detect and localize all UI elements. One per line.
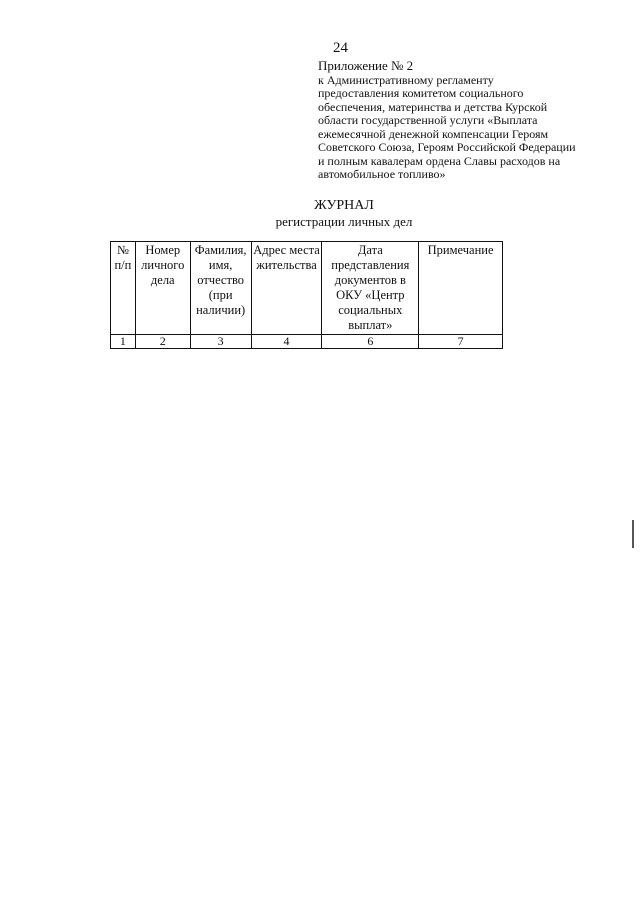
- column-header-note: Примечание: [419, 242, 503, 335]
- table-numbering-row: [111, 335, 503, 349]
- appendix-line: области государственной услуги «Выплата: [318, 113, 538, 127]
- column-number-cell: 3: [190, 335, 251, 349]
- column-header-full-name: Фамилия, имя, отчество (при наличии): [190, 242, 251, 335]
- column-header-submission-date: Дата представления документов в ОКУ «Центр социальных выплат»: [322, 242, 419, 335]
- appendix-line: автомобильное топливо»: [318, 167, 446, 181]
- register-table: [110, 241, 503, 349]
- appendix-line: и полным кавалерам ордена Славы расходов на: [318, 153, 561, 168]
- column-number-cell: 7: [419, 335, 503, 349]
- column-number-cell: 1: [111, 335, 136, 349]
- appendix-line: предоставления комитетом социального: [318, 86, 524, 100]
- table-header-row: [111, 242, 503, 335]
- column-number-cell: 2: [135, 335, 190, 349]
- appendix-line: ежемесячной денежной компенсации Героям: [318, 126, 549, 141]
- journal-subtitle: регистрации личных дел: [275, 214, 413, 229]
- journal-title: ЖУРНАЛ: [314, 198, 374, 213]
- appendix-block: [318, 59, 608, 182]
- appendix-line: обеспечения, материнства и детства Курской: [318, 99, 548, 114]
- column-number-cell: 4: [251, 335, 322, 349]
- appendix-line: Советского Союза, Героям Российской Федерации: [318, 140, 576, 154]
- appendix-line: Приложение № 2: [318, 58, 414, 73]
- scan-artifact: [632, 520, 634, 548]
- column-number-cell: 6: [322, 335, 419, 349]
- page-number: 24: [333, 40, 348, 56]
- appendix-line: к Административному регламенту: [318, 72, 494, 87]
- column-header-case-number: Номер личного дела: [135, 242, 190, 335]
- column-header-number: № п/п: [111, 242, 136, 335]
- column-header-address: Адрес места жительства: [251, 242, 322, 335]
